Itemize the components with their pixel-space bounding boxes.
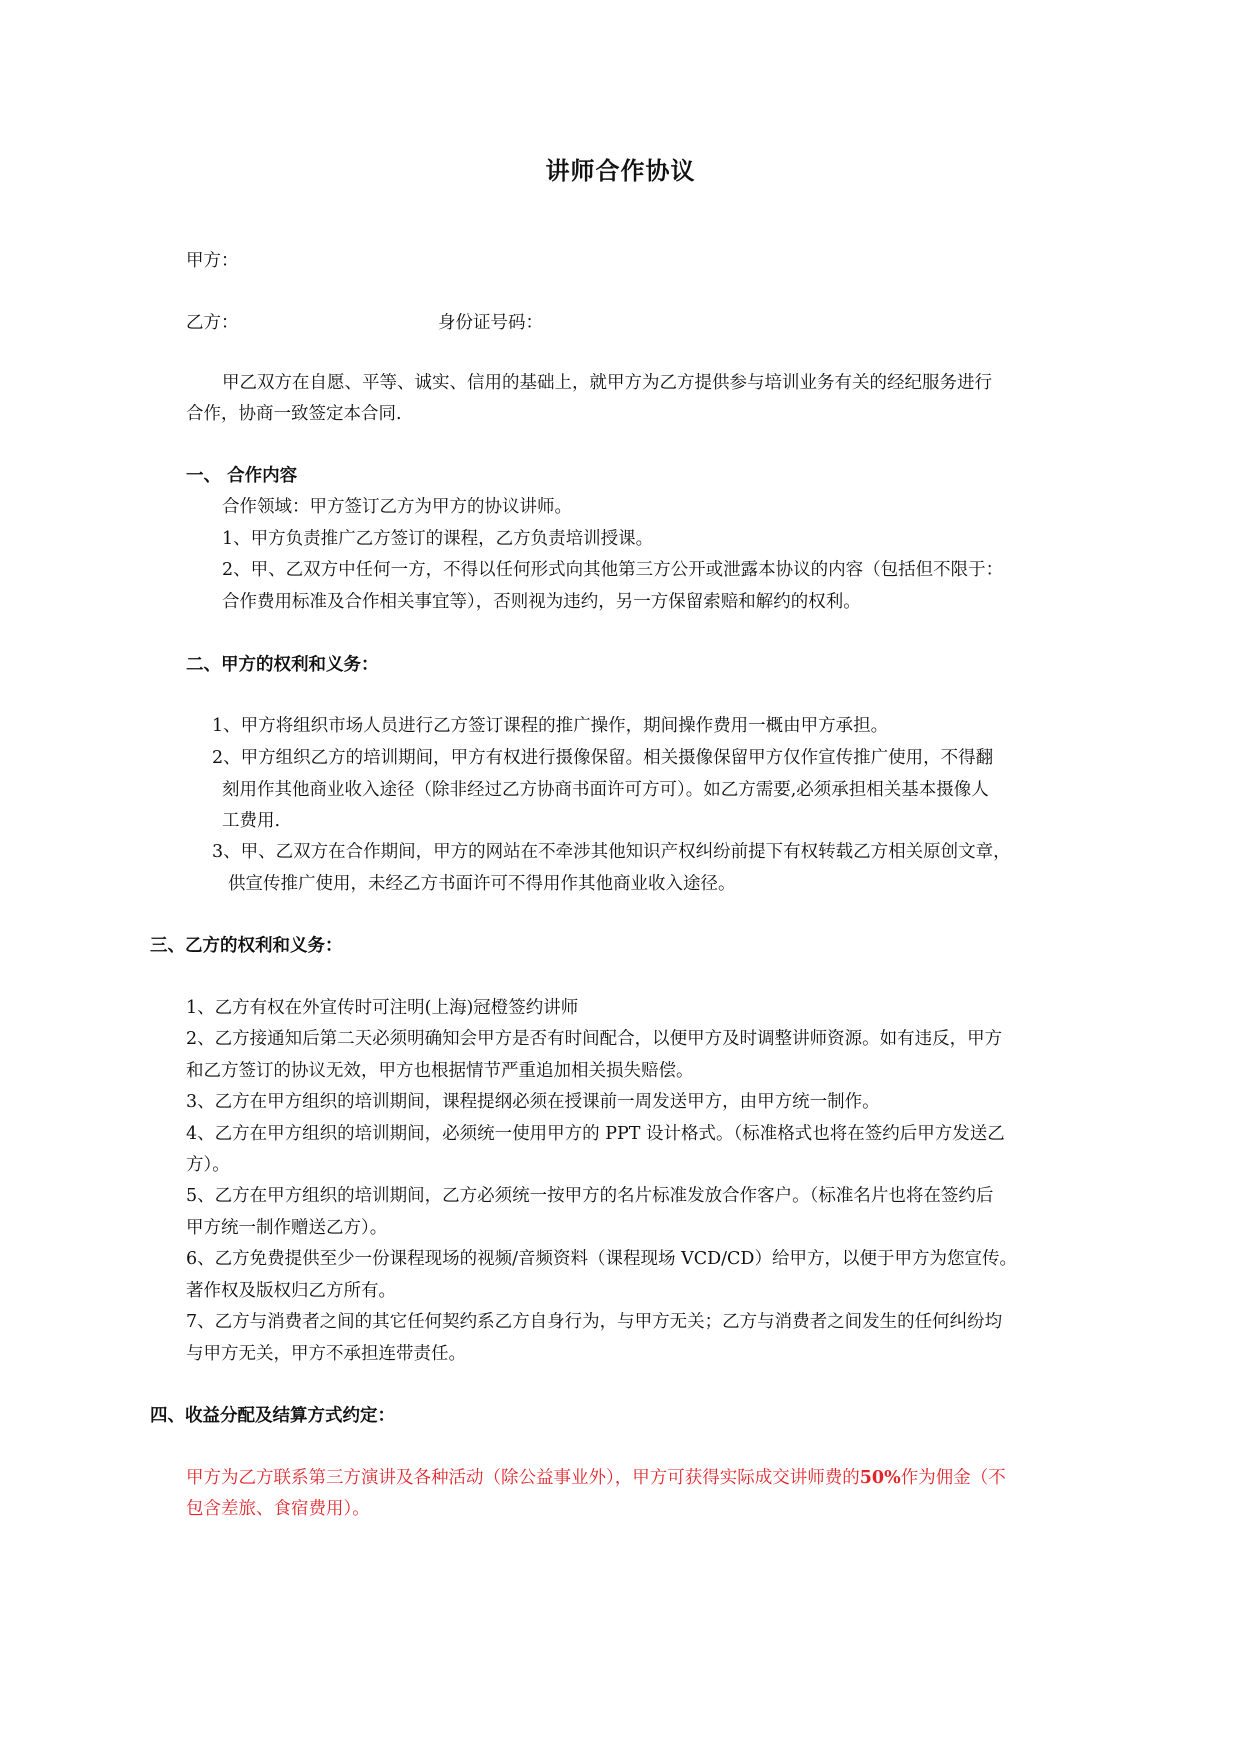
section2-heading: 二、甲方的权利和义务：: [186, 655, 379, 675]
section3-line-6: 方）。: [186, 1155, 230, 1175]
section3-line-3: 和乙方签订的协议无效，甲方也根据情节严重追加相关损失赔偿。: [186, 1061, 694, 1081]
section4-heading: 四、收益分配及结算方式约定：: [150, 1406, 395, 1426]
section3-line-2: 2、乙方接通知后第二天必须明确知会甲方是否有时间配合，以便甲方及时调整讲师资源。如有违反，甲方: [186, 1029, 1003, 1049]
commission-line-1: [186, 1466, 1006, 1490]
section3-line-9: 6、乙方免费提供至少一份课程现场的视频/音频资料（课程现场 VCD/CD）给甲方，以便于甲方为您宣传。: [186, 1249, 1017, 1269]
section3-line-8: 甲方统一制作赠送乙方）。: [186, 1218, 388, 1238]
party-b-label: 乙方：: [186, 313, 239, 333]
intro-line-1: 甲乙双方在自愿、平等、诚实、信用的基础上，就甲方为乙方提供参与培训业务有关的经纪服务进行: [222, 373, 992, 393]
party-a-label: 甲方：: [186, 251, 239, 271]
section3-heading: 三、乙方的权利和义务：: [150, 936, 343, 956]
section2-line-4: 工费用.: [222, 811, 281, 831]
section3-line-7: 5、乙方在甲方组织的培训期间，乙方必须统一按甲方的名片标准发放合作客户。（标准名片也将在签约后: [186, 1186, 994, 1206]
section1-line-3: 2、甲、乙双方中任何一方，不得以任何形式向其他第三方公开或泄露本协议的内容（包括但不限于：: [222, 560, 1004, 580]
intro-line-2: 合作，协商一致签定本合同.: [186, 404, 402, 424]
section1-line-1: 合作领域：甲方签订乙方为甲方的协议讲师。: [222, 497, 572, 517]
section2-line-6: 供宣传推广使用，未经乙方书面许可不得用作其他商业收入途径。: [228, 874, 736, 894]
section2-line-1: 1、甲方将组织市场人员进行乙方签订课程的推广操作，期间操作费用一概由甲方承担。: [212, 716, 889, 736]
commission-text-pre: 甲方为乙方联系第三方演讲及各种活动（除公益事业外），甲方可获得实际成交讲师费的: [186, 1468, 860, 1488]
commission-percent: 50%: [859, 1468, 901, 1488]
section3-line-5: 4、乙方在甲方组织的培训期间，必须统一使用甲方的 PPT 设计格式。（标准格式也将在签约后甲方发送乙: [186, 1124, 1005, 1144]
section3-line-4: 3、乙方在甲方组织的培训期间，课程提纲必须在授课前一周发送甲方，由甲方统一制作。: [186, 1092, 880, 1112]
section1-line-4: 合作费用标准及合作相关事宜等），否则视为违约，另一方保留索赔和解约的权利。: [222, 592, 861, 612]
section1-line-2: 1、甲方负责推广乙方签订的课程，乙方负责培训授课。: [222, 529, 654, 549]
section2-line-2: 2、甲方组织乙方的培训期间，甲方有权进行摄像保留。相关摄像保留甲方仅作宣传推广使用，不得翻: [212, 748, 994, 768]
commission-text-post: 作为佣金（不: [900, 1468, 1006, 1488]
section3-line-1: 1、乙方有权在外宣传时可注明(上海)冠橙签约讲师: [186, 998, 579, 1018]
section2-line-5: 3、甲、乙双方在合作期间，甲方的网站在不牵涉其他知识产权纠纷前提下有权转载乙方相关原创文章，: [212, 842, 1011, 862]
section3-line-11: 7、乙方与消费者之间的其它任何契约系乙方自身行为，与甲方无关；乙方与消费者之间发生的任何纠纷均: [186, 1312, 1003, 1332]
section1-heading: 一、 合作内容: [186, 466, 298, 486]
section3-line-12: 与甲方无关，甲方不承担连带责任。: [186, 1344, 466, 1364]
commission-line-2: 包含差旅、食宿费用）。: [186, 1499, 370, 1519]
section2-line-3: 刻用作其他商业收入途径（除非经过乙方协商书面许可方可）。如乙方需要,必须承担相关基本摄像人: [222, 780, 989, 800]
document-title: 讲师合作协议: [545, 156, 696, 185]
id-number-label: 身份证号码：: [438, 313, 543, 333]
section3-line-10: 著作权及版权归乙方所有。: [186, 1281, 396, 1301]
